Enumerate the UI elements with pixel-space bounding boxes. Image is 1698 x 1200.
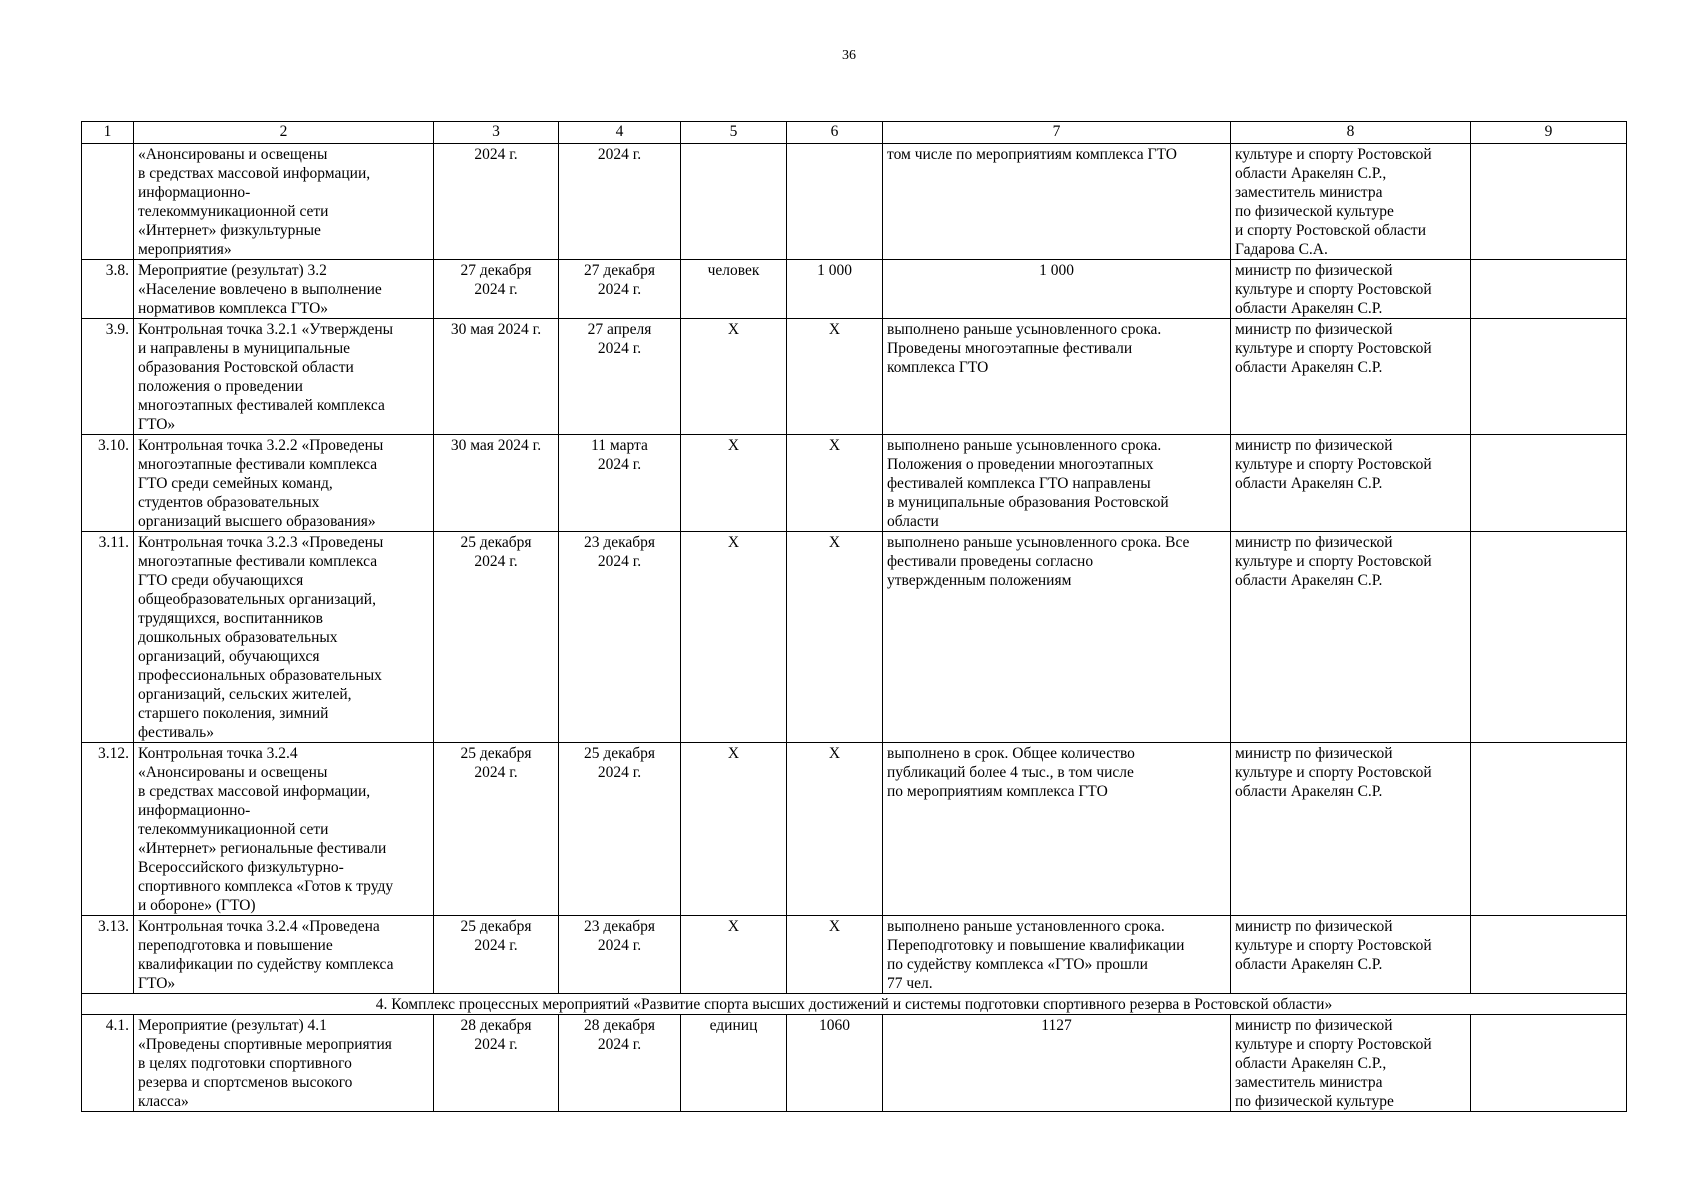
column-header: 4 bbox=[559, 122, 681, 144]
row-responsible: министр по физической культуре и спорту Ростовской области Аракелян С.Р. bbox=[1231, 319, 1471, 435]
row-fact-date: 23 декабря 2024 г. bbox=[559, 916, 681, 994]
report-table bbox=[81, 121, 1627, 1112]
table-row bbox=[82, 260, 1627, 319]
row-note bbox=[1471, 1015, 1627, 1112]
row-responsible: министр по физической культуре и спорту Ростовской области Аракелян С.Р. bbox=[1231, 743, 1471, 916]
row-unit: единиц bbox=[681, 1015, 787, 1112]
row-fact-value: выполнено раньше усыновленного срока. Положения о проведении многоэтапных фестивалей комплекса ГТО направлены в муниципальные образования Ростовской области bbox=[883, 435, 1231, 532]
section-title: 4. Комплекс процессных мероприятий «Развитие спорта высших достижений и системы подготовки спортивного резерва в Ростовской области» bbox=[82, 994, 1627, 1015]
row-unit: Х bbox=[681, 743, 787, 916]
row-responsible: министр по физической культуре и спорту Ростовской области Аракелян С.Р. bbox=[1231, 532, 1471, 743]
table-row bbox=[82, 319, 1627, 435]
row-name: Контрольная точка 3.2.4 «Анонсированы и освещены в средствах массовой информации, информационно- телекоммуникационной сети «Интернет» региональные фестивали Всероссийского физкультурно- спортивного комплекса «Готов к труду и обороне» (ГТО) bbox=[134, 743, 434, 916]
column-header: 2 bbox=[134, 122, 434, 144]
column-header: 9 bbox=[1471, 122, 1627, 144]
row-fact-value: выполнено в срок. Общее количество публикаций более 4 тыс., в том числе по мероприятиям комплекса ГТО bbox=[883, 743, 1231, 916]
row-fact-date: 25 декабря 2024 г. bbox=[559, 743, 681, 916]
row-plan-value bbox=[787, 144, 883, 260]
table-row bbox=[82, 916, 1627, 994]
row-number bbox=[82, 144, 134, 260]
row-fact-date: 2024 г. bbox=[559, 144, 681, 260]
table-row bbox=[82, 532, 1627, 743]
row-unit: Х bbox=[681, 916, 787, 994]
table-row bbox=[82, 435, 1627, 532]
row-plan-value: 1 000 bbox=[787, 260, 883, 319]
row-number: 3.9. bbox=[82, 319, 134, 435]
row-name: Контрольная точка 3.2.4 «Проведена переподготовка и повышение квалификации по судейству комплекса ГТО» bbox=[134, 916, 434, 994]
row-plan-value: Х bbox=[787, 743, 883, 916]
column-header: 3 bbox=[434, 122, 559, 144]
row-fact-date: 28 декабря 2024 г. bbox=[559, 1015, 681, 1112]
row-note bbox=[1471, 260, 1627, 319]
row-plan-date: 30 мая 2024 г. bbox=[434, 435, 559, 532]
row-name: Контрольная точка 3.2.3 «Проведены многоэтапные фестивали комплекса ГТО среди обучающихся общеобразовательных организаций, трудящихся, воспитанников дошкольных образовательных организаций, обучающихся профессиональных образовательных организаций, сельских жителей, старшего поколения, зимний фестиваль» bbox=[134, 532, 434, 743]
row-plan-value: 1060 bbox=[787, 1015, 883, 1112]
row-plan-date: 27 декабря 2024 г. bbox=[434, 260, 559, 319]
column-header: 8 bbox=[1231, 122, 1471, 144]
row-unit: Х bbox=[681, 319, 787, 435]
column-header: 6 bbox=[787, 122, 883, 144]
row-responsible: министр по физической культуре и спорту Ростовской области Аракелян С.Р. bbox=[1231, 916, 1471, 994]
row-unit bbox=[681, 144, 787, 260]
row-fact-value: 1 000 bbox=[883, 260, 1231, 319]
row-note bbox=[1471, 916, 1627, 994]
row-plan-value: Х bbox=[787, 319, 883, 435]
row-number: 4.1. bbox=[82, 1015, 134, 1112]
row-plan-value: Х bbox=[787, 532, 883, 743]
row-number: 3.11. bbox=[82, 532, 134, 743]
row-fact-value: выполнено раньше установленного срока. Переподготовку и повышение квалификации по судейству комплекса «ГТО» прошли 77 чел. bbox=[883, 916, 1231, 994]
row-fact-date: 27 апреля 2024 г. bbox=[559, 319, 681, 435]
column-number-row bbox=[82, 122, 1627, 144]
row-plan-date: 25 декабря 2024 г. bbox=[434, 532, 559, 743]
row-name: Мероприятие (результат) 4.1 «Проведены спортивные мероприятия в целях подготовки спортивного резерва и спортсменов высокого класса» bbox=[134, 1015, 434, 1112]
row-fact-value: выполнено раньше усыновленного срока. Проведены многоэтапные фестивали комплекса ГТО bbox=[883, 319, 1231, 435]
section-row bbox=[82, 994, 1627, 1015]
row-number: 3.12. bbox=[82, 743, 134, 916]
row-note bbox=[1471, 743, 1627, 916]
row-fact-value: 1127 bbox=[883, 1015, 1231, 1112]
row-name: Контрольная точка 3.2.2 «Проведены многоэтапные фестивали комплекса ГТО среди семейных команд, студентов образовательных организаций высшего образования» bbox=[134, 435, 434, 532]
row-number: 3.8. bbox=[82, 260, 134, 319]
row-note bbox=[1471, 144, 1627, 260]
row-responsible: культуре и спорту Ростовской области Аракелян С.Р., заместитель министра по физической культуре и спорту Ростовской области Гадарова С.А. bbox=[1231, 144, 1471, 260]
table-row bbox=[82, 144, 1627, 260]
row-plan-date: 25 декабря 2024 г. bbox=[434, 916, 559, 994]
row-responsible: министр по физической культуре и спорту Ростовской области Аракелян С.Р., заместитель министра по физической культуре bbox=[1231, 1015, 1471, 1112]
row-responsible: министр по физической культуре и спорту Ростовской области Аракелян С.Р. bbox=[1231, 435, 1471, 532]
row-fact-date: 27 декабря 2024 г. bbox=[559, 260, 681, 319]
row-fact-value: том числе по мероприятиям комплекса ГТО bbox=[883, 144, 1231, 260]
column-header: 5 bbox=[681, 122, 787, 144]
column-header: 1 bbox=[82, 122, 134, 144]
row-name: «Анонсированы и освещены в средствах массовой информации, информационно- телекоммуникационной сети «Интернет» физкультурные мероприятия» bbox=[134, 144, 434, 260]
row-plan-date: 2024 г. bbox=[434, 144, 559, 260]
row-fact-date: 23 декабря 2024 г. bbox=[559, 532, 681, 743]
row-unit: человек bbox=[681, 260, 787, 319]
row-name: Мероприятие (результат) 3.2 «Население вовлечено в выполнение нормативов комплекса ГТО» bbox=[134, 260, 434, 319]
row-number: 3.10. bbox=[82, 435, 134, 532]
row-note bbox=[1471, 532, 1627, 743]
row-note bbox=[1471, 319, 1627, 435]
row-unit: Х bbox=[681, 532, 787, 743]
row-unit: Х bbox=[681, 435, 787, 532]
page-number: 36 bbox=[842, 48, 856, 63]
row-plan-date: 25 декабря 2024 г. bbox=[434, 743, 559, 916]
row-note bbox=[1471, 435, 1627, 532]
table-row bbox=[82, 743, 1627, 916]
row-number: 3.13. bbox=[82, 916, 134, 994]
table-row bbox=[82, 1015, 1627, 1112]
row-plan-date: 28 декабря 2024 г. bbox=[434, 1015, 559, 1112]
row-fact-value: выполнено раньше усыновленного срока. Все фестивали проведены согласно утвержденным положениям bbox=[883, 532, 1231, 743]
row-plan-value: Х bbox=[787, 435, 883, 532]
row-plan-value: Х bbox=[787, 916, 883, 994]
row-name: Контрольная точка 3.2.1 «Утверждены и направлены в муниципальные образования Ростовской области положения о проведении многоэтапных фестивалей комплекса ГТО» bbox=[134, 319, 434, 435]
column-header: 7 bbox=[883, 122, 1231, 144]
row-fact-date: 11 марта 2024 г. bbox=[559, 435, 681, 532]
row-plan-date: 30 мая 2024 г. bbox=[434, 319, 559, 435]
row-responsible: министр по физической культуре и спорту Ростовской области Аракелян С.Р. bbox=[1231, 260, 1471, 319]
